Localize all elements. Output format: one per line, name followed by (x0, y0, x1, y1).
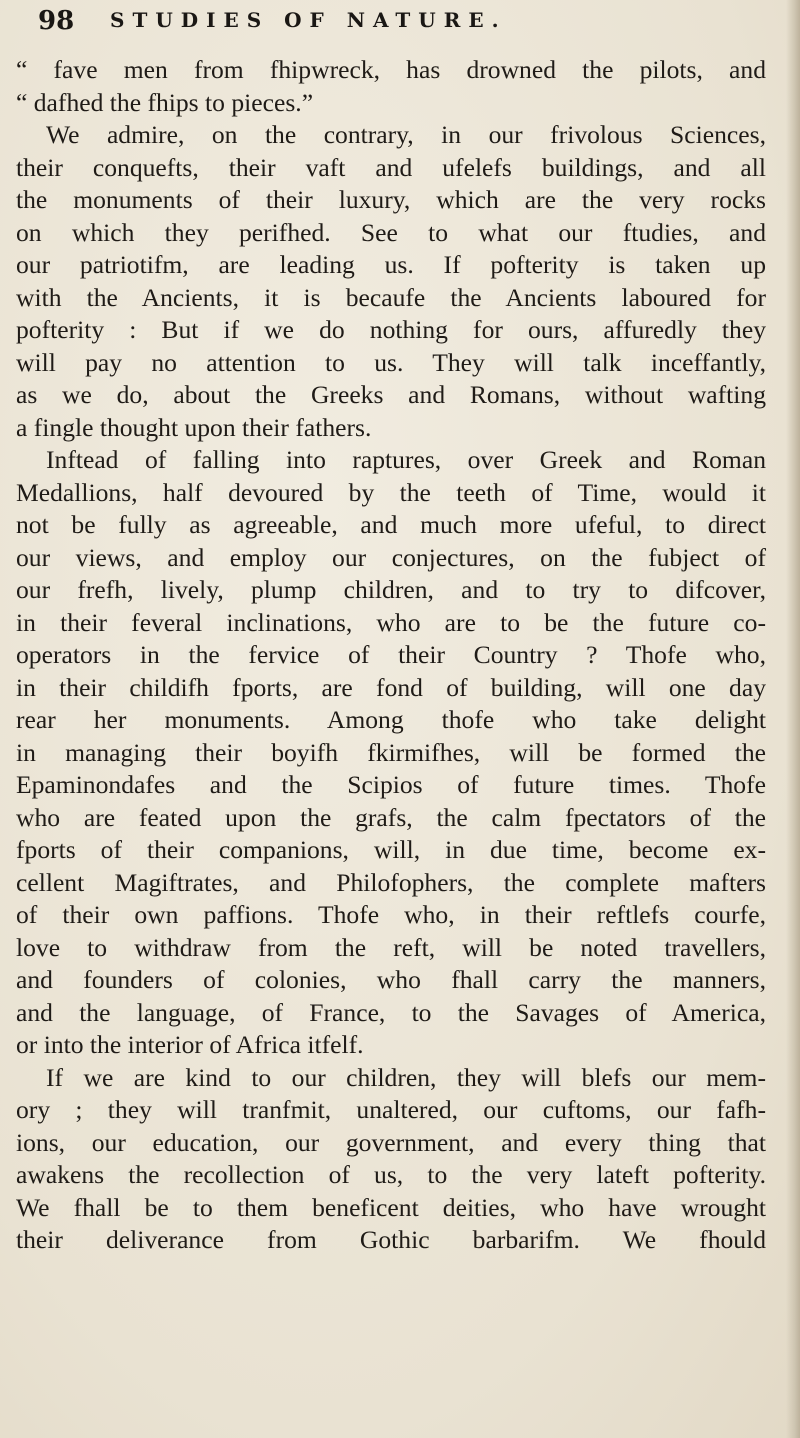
page-edge-shadow (786, 0, 800, 1438)
text-line: ory ; they will tranfmit, unaltered, our cuftoms, our fafh- (16, 1095, 766, 1124)
text-line: will pay no attention to us. They will talk inceffantly, (16, 347, 766, 377)
text-line: who are feated upon the grafs, the calm fpectators of the (16, 802, 766, 832)
text-line: “ fave men from fhipwreck, has drowned the pilots, and (16, 55, 766, 84)
text-line: in their feveral inclinations, who are to be the future co- (16, 607, 766, 637)
text-line: not be fully as agreeable, and much more ufeful, to direct (16, 510, 766, 539)
text-line: their deliverance from Gothic barbarifm. We fhould (16, 1225, 766, 1254)
text-line: pofterity : But if we do nothing for ours, affuredly they (16, 315, 766, 344)
page-header (38, 2, 758, 42)
text-line: with the Ancients, it is becaufe the Ancients laboured for (16, 282, 766, 312)
text-line: our views, and employ our conjectures, on the fubject of (16, 542, 766, 572)
text-line: Epaminondafes and the Scipios of future times. Thofe (16, 770, 766, 799)
text-line: a fingle thought upon their fathers. (16, 412, 372, 442)
text-line: and founders of colonies, who fhall carry the manners, (16, 965, 766, 994)
text-line: cellent Magiftrates, and Philofophers, the complete mafters (16, 867, 766, 897)
text-line: If we are kind to our children, they will blefs our mem- (46, 1062, 766, 1092)
text-line: love to withdraw from the reft, will be noted travellers, (16, 932, 766, 962)
running-head: STUDIES OF NATURE. (110, 8, 507, 32)
text-line: We admire, on the contrary, in our frivolous Sciences, (46, 120, 766, 149)
text-line: in managing their boyifh fkirmifhes, will be formed the (16, 737, 766, 767)
page-number: 98 (38, 6, 75, 36)
text-line: in their childifh fports, are fond of building, will one day (16, 672, 766, 702)
text-line: ions, our education, our government, and every thing that (16, 1127, 766, 1157)
text-line: Inftead of falling into raptures, over Greek and Roman (46, 445, 766, 474)
text-line: their conquefts, their vaft and ufelefs buildings, and all (16, 152, 766, 182)
text-line: or into the interior of Africa itfelf. (16, 1030, 364, 1059)
text-line: as we do, about the Greeks and Romans, without wafting (16, 380, 766, 409)
text-line: our patriotifm, are leading us. If pofterity is taken up (16, 250, 766, 279)
text-line: and the language, of France, to the Savages of America, (16, 997, 766, 1027)
text-line: the monuments of their luxury, which are the very rocks (16, 185, 766, 214)
text-line: We fhall be to them beneficent deities, who have wrought (16, 1192, 766, 1222)
body-text (16, 54, 766, 1257)
text-line: rear her monuments. Among thofe who take delight (16, 705, 766, 734)
text-line: “ dafhed the fhips to pieces.” (16, 87, 314, 117)
text-line: our frefh, lively, plump children, and to try to difcover, (16, 575, 766, 604)
text-line: on which they perifhed. See to what our ftudies, and (16, 217, 766, 247)
text-line: fports of their companions, will, in due time, become ex- (16, 835, 766, 864)
text-line: operators in the fervice of their Country ? Thofe who, (16, 640, 766, 669)
text-line: of their own paffions. Thofe who, in their reftlefs courfe, (16, 900, 766, 929)
text-line: awakens the recollection of us, to the very lateft pofterity. (16, 1160, 766, 1189)
text-line: Medallions, half devoured by the teeth of Time, would it (16, 477, 766, 507)
